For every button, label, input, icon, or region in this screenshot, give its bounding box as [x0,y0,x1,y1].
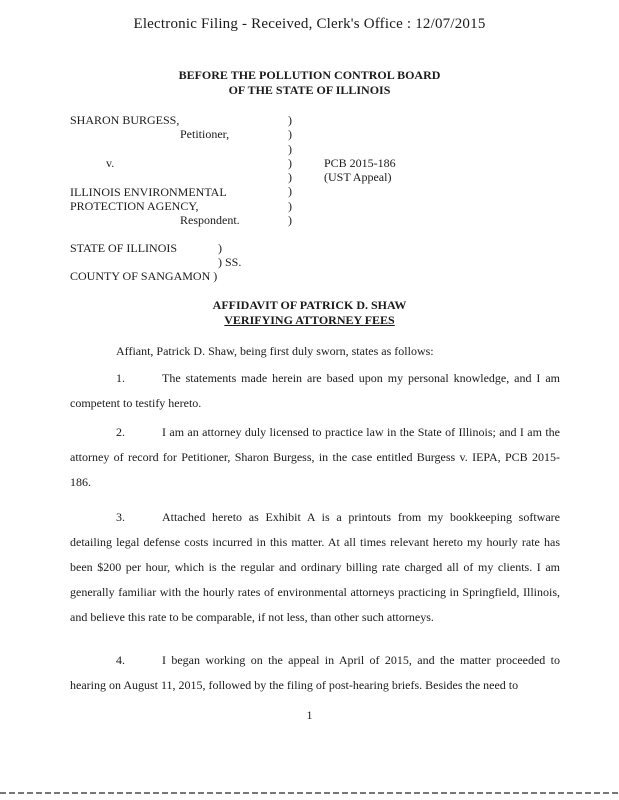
intro-text: Affiant, Patrick D. Shaw, being first duly sworn, states as follows: [116,344,434,358]
paragraph-4 [70,648,560,698]
paragraph-text: I am an attorney duly licensed to practice law in the State of Illinois; and I am the attorney of record for Petitioner, Sharon Burgess, in the case entitled Burgess v. IEPA, PCB 2015-186. [70,425,560,489]
court-heading [0,68,619,98]
petitioner-role: Petitioner, [180,127,230,141]
petitioner-name: SHARON BURGESS, [70,113,180,127]
venue-ss: ) SS. [218,255,242,269]
venue-state-paren: ) [218,241,222,255]
paragraph-number: 3. [116,510,125,524]
paragraph-1 [70,366,560,416]
paragraph-number: 1. [116,371,125,385]
intro-paragraph [70,339,560,364]
versus: v. [106,156,115,170]
case-type: (UST Appeal) [324,170,392,184]
court-heading-line2: OF THE STATE OF ILLINOIS [228,83,391,97]
scan-edge-divider [0,792,619,794]
respondent-line2: PROTECTION AGENCY, [70,199,199,213]
filing-stamp: Electronic Filing - Received, Clerk's Office : 12/07/2015 [133,16,486,32]
affidavit-title-line1: AFFIDAVIT OF PATRICK D. SHAW [212,298,407,312]
caption-parentheses: ) ) ) ) ) ) ) ) [288,113,292,228]
venue-state: STATE OF ILLINOIS [70,241,178,255]
paragraph-number: 2. [116,425,125,439]
court-heading-line1: BEFORE THE POLLUTION CONTROL BOARD [178,68,441,82]
case-number: PCB 2015-186 [324,156,396,170]
paragraph-3 [70,505,560,630]
page-number: 1 [306,708,313,722]
venue-county: COUNTY OF SANGAMON ) [70,269,218,283]
respondent-role: Respondent. [180,213,240,227]
paragraph-2 [70,420,560,495]
affidavit-title-line2: VERIFYING ATTORNEY FEES [224,313,395,327]
paragraph-text: Attached hereto as Exhibit A is a printouts from my bookkeeping software detailing legal defense costs incurred in this matter. At all times relevant hereto my hourly rate has been $200 per hour, which is the regular and ordinary billing rate charged all of my clients. I am generally familiar with the hourly rates of environmental attorneys practicing in Springfield, Illinois, and believe this rate to be comparable, if not less, than other such attorneys. [70,510,560,624]
paragraph-number: 4. [116,653,125,667]
paragraph-text: The statements made herein are based upon my personal knowledge, and I am competent to testify hereto. [70,371,560,410]
paragraph-text: I began working on the appeal in April of 2015, and the matter proceeded to hearing on August 11, 2015, followed by the filing of post-hearing briefs. Besides the need to [70,653,560,692]
respondent-line1: ILLINOIS ENVIRONMENTAL [70,185,227,199]
affidavit-title [0,298,619,328]
